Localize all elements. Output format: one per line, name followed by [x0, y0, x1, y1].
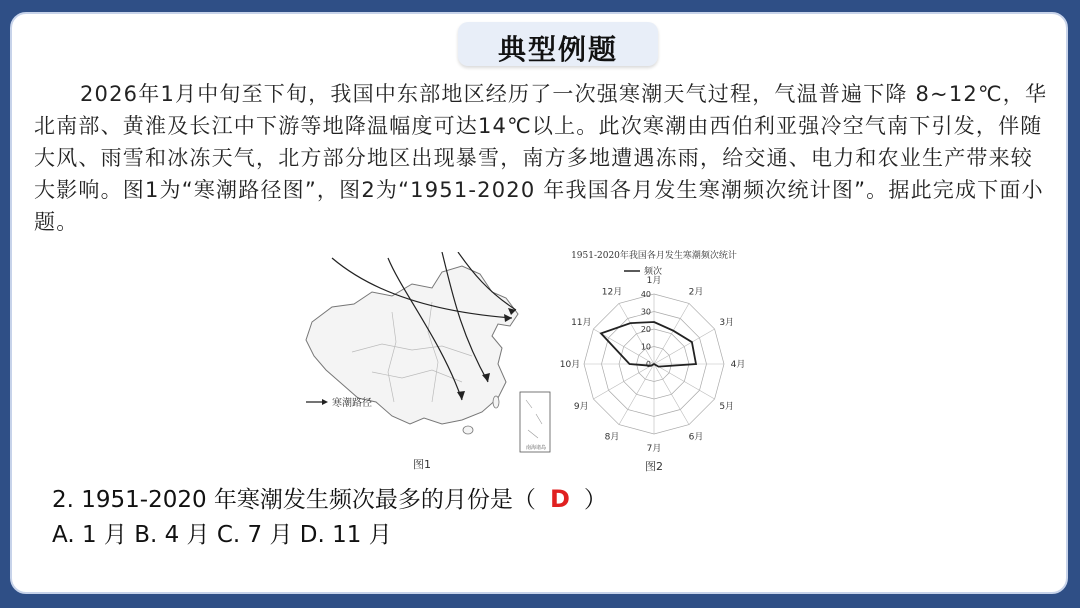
radar-spoke: [654, 364, 689, 425]
slide-title: 典型例题: [497, 33, 618, 66]
radar-category-label: 5月: [719, 402, 735, 412]
radar-category-label: 11月: [571, 318, 592, 328]
figure2-caption: 图2: [645, 460, 663, 473]
inset-label: 南海诸岛: [526, 445, 547, 451]
question-text: 2. 1951-2020 年寒潮发生频次最多的月份是（: [52, 487, 536, 513]
radar-tick-label: 30: [640, 307, 651, 317]
radar-category-label: 3月: [719, 318, 735, 328]
radar-legend-label: 频次: [644, 267, 663, 277]
figures: [272, 246, 772, 482]
answer-options: A. 1 月 B. 4 月 C. 7 月 D. 11 月: [52, 522, 392, 548]
radar-category-label: 1月: [646, 276, 662, 286]
figure2-radar-chart: [544, 246, 764, 478]
radar-tick-label: 0: [645, 360, 651, 369]
figure1-map: [292, 252, 552, 478]
radar-tick-label: 40: [640, 290, 651, 299]
radar-spoke: [593, 364, 654, 399]
radar-title: 1951-2020年我国各月发生寒潮频次统计: [571, 251, 737, 261]
radar-spoke: [654, 329, 715, 364]
radar-spoke: [654, 303, 689, 364]
radar-category-label: 10月: [559, 360, 581, 370]
title-bar: [458, 22, 658, 66]
figure1-caption: 图1: [413, 458, 431, 471]
radar-tick-label: 20: [640, 325, 651, 334]
radar-spoke: [619, 364, 654, 425]
radar-category-label: 8月: [604, 432, 620, 443]
answer-text: D: [549, 485, 570, 513]
map-legend-label: 寒潮路径: [332, 398, 372, 409]
radar-category-label: 7月: [646, 444, 662, 454]
question-line: [52, 482, 607, 517]
question-suffix: ）: [583, 487, 607, 513]
radar-category-label: 4月: [730, 360, 746, 370]
radar-category-label: 6月: [688, 432, 704, 443]
radar-category-label: 2月: [688, 287, 704, 298]
radar-category-label: 12月: [601, 287, 623, 298]
question-stem: 2026年1月中旬至下旬，我国中东部地区经历了一次强寒潮天气过程，气温普遍下降 8~12℃，华北南部、黄淮及长江中下游等地降温幅度可达14℃以上。此次寒潮由西伯利亚强冷空气南下引发，伴随大风、雨雪和冰冻天气，北方部分地区出现暴雪，南方多地遭遇冻雨，给交通、电力和农业生产带来较大影响。图1为“寒潮路径图”，图2为“1951-2020 年我国各月发生寒潮频次统计图”。据此完成下面小题。: [34, 82, 1048, 234]
slide-card: [10, 12, 1068, 594]
radar-tick-label: 10: [640, 342, 651, 352]
radar-spoke: [654, 364, 715, 399]
radar-category-label: 9月: [573, 402, 589, 412]
